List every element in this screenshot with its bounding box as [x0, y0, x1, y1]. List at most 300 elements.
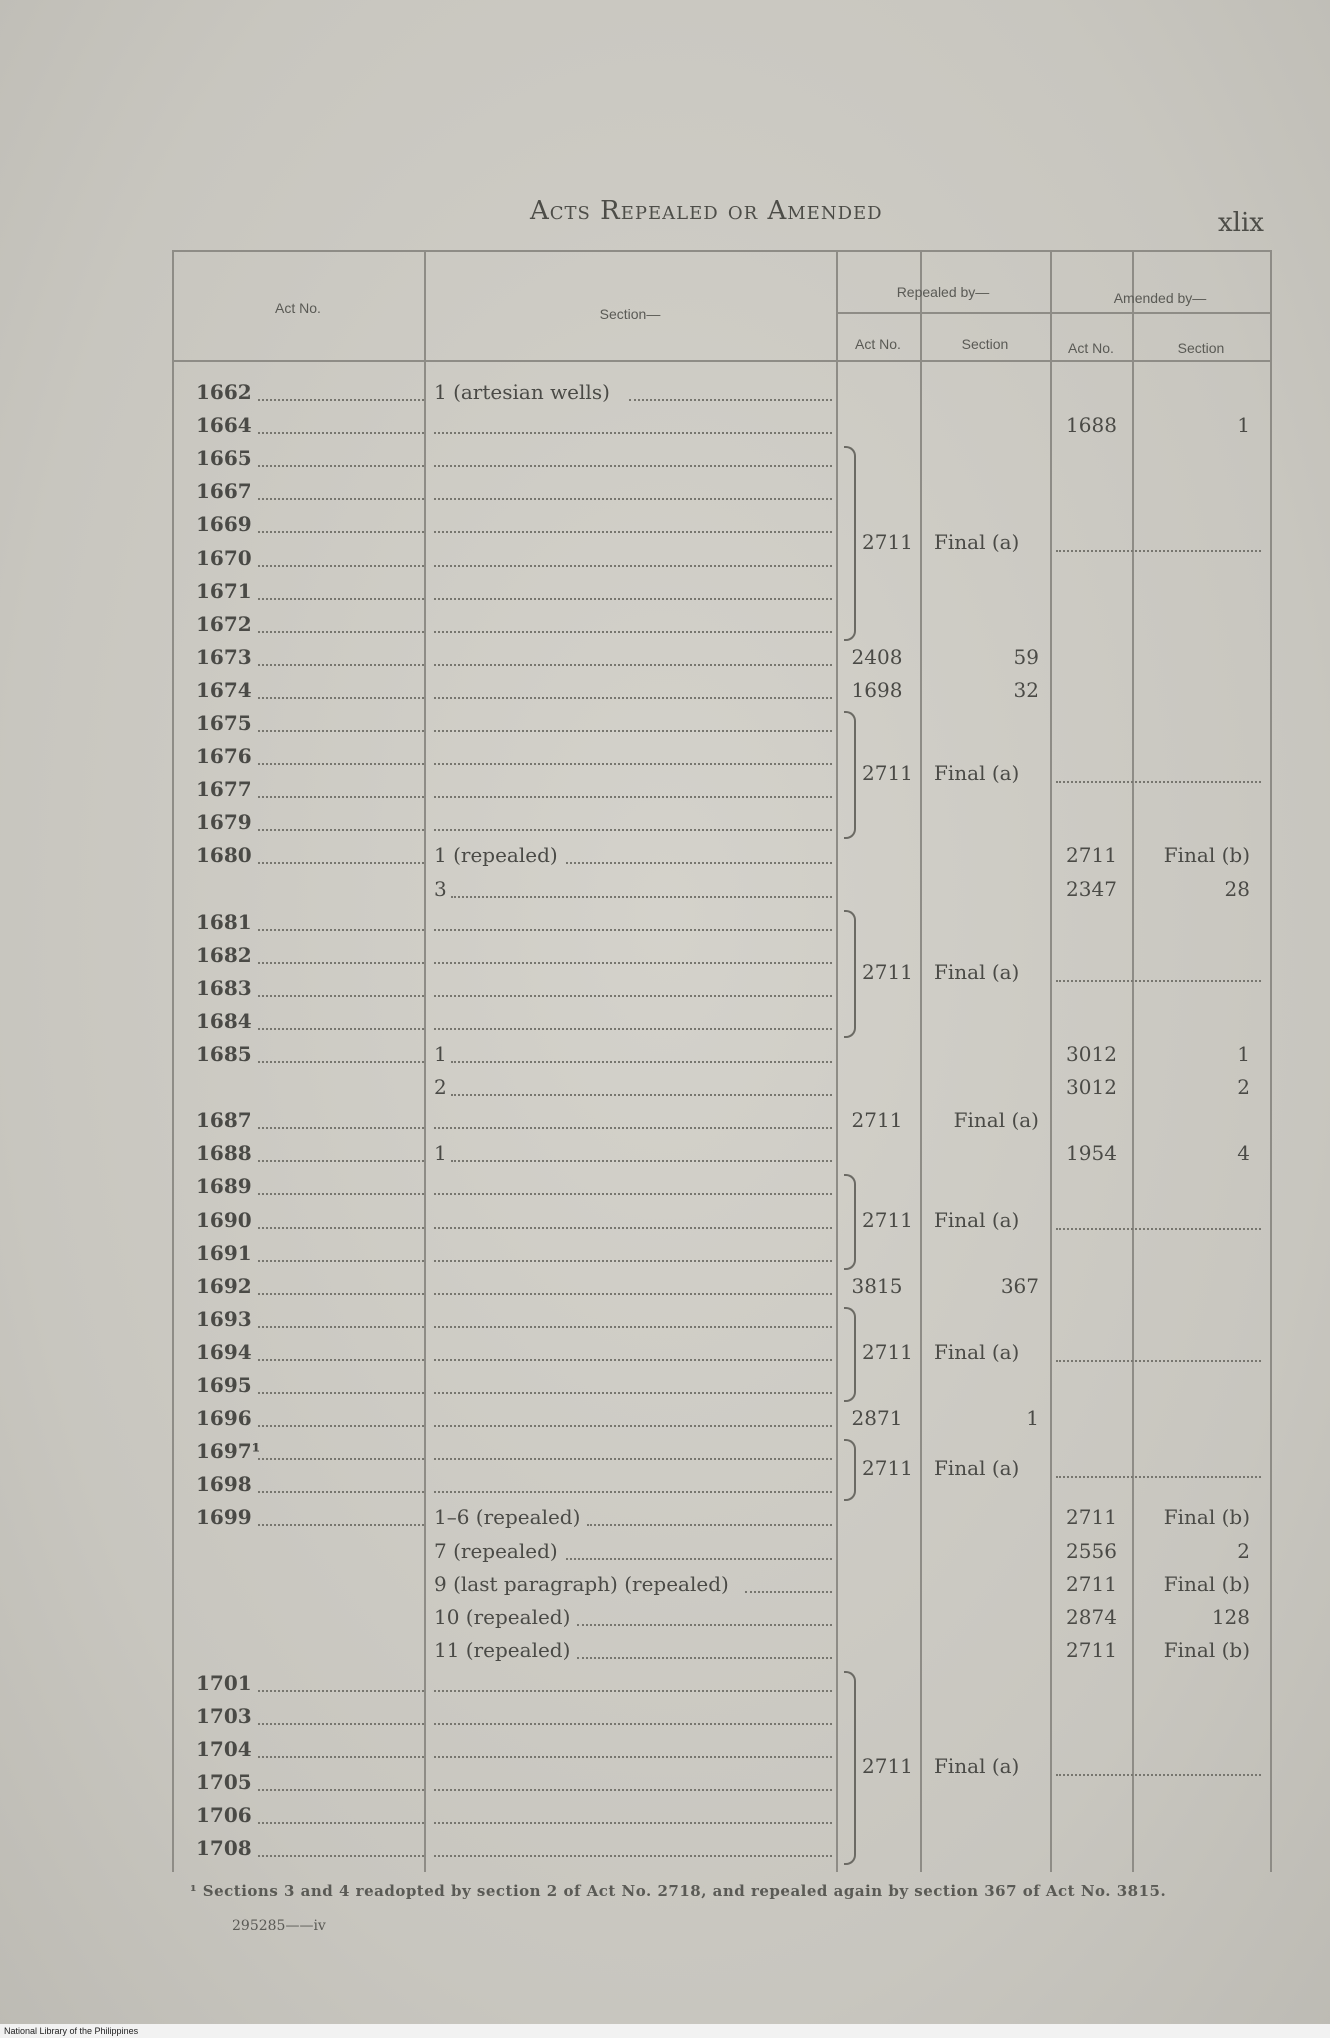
amended-act-no-text: 1688 — [1066, 413, 1117, 438]
dot-leader — [258, 465, 424, 467]
amended-act-no — [1054, 1038, 1129, 1071]
dot-leader — [434, 763, 832, 765]
amended-section-text: Final (b) — [1163, 843, 1250, 868]
section-ref — [434, 1501, 834, 1534]
amended-section — [1136, 1071, 1268, 1104]
section-ref — [434, 409, 834, 442]
section-ref — [434, 1170, 834, 1203]
dot-leader — [434, 1193, 832, 1195]
amended-act-no-text: 2347 — [1066, 876, 1117, 901]
table-row — [172, 939, 1272, 972]
dot-leader — [258, 1260, 424, 1262]
section-ref-text: 2 — [434, 1075, 447, 1100]
act-number — [196, 1137, 426, 1170]
dot-leader — [451, 1061, 833, 1063]
library-credit: National Library of the Philippines — [0, 2024, 1330, 2038]
section-ref — [434, 707, 834, 740]
act-number-text: 1673 — [196, 644, 252, 669]
amended-act-no-text: 2711 — [1066, 843, 1117, 868]
brace-repealed-section: Final (a) — [934, 1456, 1020, 1481]
act-number — [196, 575, 426, 608]
table-row — [172, 1369, 1272, 1402]
dot-leader — [1056, 980, 1261, 982]
section-ref — [434, 1303, 834, 1336]
act-number-text: 1683 — [196, 975, 252, 1000]
act-number — [196, 674, 426, 707]
act-number — [196, 1700, 426, 1733]
section-ref — [434, 1071, 834, 1104]
section-ref — [434, 1005, 834, 1038]
brace-repealed-act-no: 2711 — [862, 1208, 913, 1233]
table-row — [172, 1634, 1272, 1667]
repealed-section — [924, 641, 1049, 674]
repealed-section-text: 32 — [1013, 677, 1039, 702]
amended-section-text: 1 — [1237, 1042, 1250, 1066]
amended-section — [1136, 1601, 1268, 1634]
col-header-amended-section: Section — [1177, 340, 1225, 356]
dot-leader — [1056, 781, 1261, 783]
table-row — [172, 1104, 1272, 1137]
table-row — [172, 1700, 1272, 1733]
dot-leader — [434, 829, 832, 831]
dot-leader — [434, 631, 832, 633]
section-ref — [434, 1799, 834, 1832]
act-number-text: 1699 — [196, 1505, 252, 1530]
act-number — [196, 508, 426, 541]
section-ref — [434, 575, 834, 608]
section-ref — [434, 508, 834, 541]
section-ref — [434, 1204, 834, 1237]
brace-repealed-act-no: 2711 — [862, 1340, 913, 1365]
table-row — [172, 1832, 1272, 1865]
brace-bracket — [844, 711, 856, 839]
repealed-section-text: 59 — [1013, 644, 1039, 669]
table-row — [172, 873, 1272, 906]
brace-repealed-act-no: 2711 — [862, 761, 913, 786]
act-number-text: 1684 — [196, 1008, 252, 1033]
section-ref — [434, 1667, 834, 1700]
brace-bracket — [844, 1439, 856, 1501]
col-header-act-no: Act No. — [275, 300, 321, 316]
brace-bracket — [844, 1671, 856, 1866]
amended-act-no-text: 2711 — [1066, 1505, 1117, 1530]
dot-leader — [577, 1657, 833, 1659]
act-number-text: 1693 — [196, 1306, 252, 1331]
dot-leader — [258, 1458, 424, 1460]
repealed-section-text: 1 — [1026, 1406, 1039, 1431]
dot-leader — [258, 697, 424, 699]
dot-leader — [258, 631, 424, 633]
act-number — [196, 542, 426, 575]
section-ref-text: 1 — [434, 1141, 447, 1166]
dot-leader — [1056, 550, 1261, 552]
section-ref-text: 10 (repealed) — [434, 1604, 571, 1629]
table-row — [172, 773, 1272, 806]
dot-leader — [451, 1094, 833, 1096]
dot-leader — [434, 1392, 832, 1394]
section-ref — [434, 1733, 834, 1766]
amended-act-no-text: 2874 — [1066, 1604, 1117, 1629]
table-row — [172, 1336, 1272, 1369]
col-header-section: Section— — [599, 306, 661, 322]
dot-leader — [258, 1822, 424, 1824]
section-ref — [434, 873, 834, 906]
act-number — [196, 773, 426, 806]
section-ref — [434, 1336, 834, 1369]
dot-leader — [258, 1392, 424, 1394]
page-number: xlix — [1218, 208, 1264, 238]
act-number — [196, 1204, 426, 1237]
amended-section-text: 28 — [1224, 876, 1250, 901]
act-number — [196, 1468, 426, 1501]
act-number-text: 1665 — [196, 446, 252, 471]
table-row — [172, 1468, 1272, 1501]
amended-section-text: Final (b) — [1163, 1505, 1250, 1530]
amended-section-text: 1 — [1237, 413, 1250, 438]
section-ref-text: 1 — [434, 1042, 447, 1066]
table-row — [172, 707, 1272, 740]
act-number-text: 1682 — [196, 942, 252, 967]
dot-leader — [434, 598, 832, 600]
act-number-text: 1664 — [196, 413, 252, 438]
act-number — [196, 839, 426, 872]
dot-leader — [434, 962, 832, 964]
repealed-section — [924, 1104, 1049, 1137]
act-number — [196, 1303, 426, 1336]
repealed-act-no-text: 2408 — [851, 644, 903, 669]
table-row — [172, 1237, 1272, 1270]
table-row — [172, 1005, 1272, 1038]
amended-section-text: 128 — [1211, 1604, 1250, 1629]
amended-section-text: Final (b) — [1163, 1637, 1250, 1662]
table-row — [172, 839, 1272, 872]
dot-leader — [258, 1359, 424, 1361]
act-number-text: 1704 — [196, 1737, 252, 1762]
table-row — [172, 1799, 1272, 1832]
acts-table — [172, 250, 1272, 1872]
table-row — [172, 575, 1272, 608]
amended-act-no — [1054, 1601, 1129, 1634]
act-number — [196, 1170, 426, 1203]
dot-leader — [434, 1789, 832, 1791]
brace-bracket — [844, 1307, 856, 1402]
repealed-act-no-text: 2711 — [851, 1108, 903, 1133]
dot-leader — [434, 1359, 832, 1361]
act-number-text: 1669 — [196, 512, 252, 537]
dot-leader — [258, 1690, 424, 1692]
repealed-section — [924, 1270, 1049, 1303]
amended-act-no-text: 2711 — [1066, 1571, 1117, 1596]
dot-leader — [258, 1160, 424, 1162]
act-number — [196, 608, 426, 641]
act-number-text: 1706 — [196, 1803, 252, 1828]
amended-section — [1136, 839, 1268, 872]
col-header-amended-by: Amended by— — [1113, 290, 1207, 306]
amended-act-no — [1054, 1501, 1129, 1534]
amended-act-no — [1054, 409, 1129, 442]
section-ref — [434, 1634, 834, 1667]
amended-section — [1136, 1535, 1268, 1568]
act-number-text: 1680 — [196, 843, 252, 868]
dot-leader — [258, 664, 424, 666]
dot-leader — [258, 1524, 424, 1526]
dot-leader — [434, 531, 832, 533]
table-row — [172, 1601, 1272, 1634]
section-ref — [434, 1270, 834, 1303]
table-row — [172, 409, 1272, 442]
dot-leader — [258, 1789, 424, 1791]
act-number — [196, 641, 426, 674]
repealed-act-no-text: 3815 — [851, 1273, 903, 1298]
amended-act-no-text: 2711 — [1066, 1637, 1117, 1662]
repealed-act-no — [837, 1270, 917, 1303]
dot-leader — [577, 1624, 833, 1626]
section-ref — [434, 1601, 834, 1634]
table-row — [172, 806, 1272, 839]
dot-leader — [434, 1491, 832, 1493]
brace-repealed-act-no: 2711 — [862, 1456, 913, 1481]
dot-leader — [258, 995, 424, 997]
table-row — [172, 608, 1272, 641]
table-row — [172, 1435, 1272, 1468]
section-ref-text: 3 — [434, 876, 447, 901]
section-ref — [434, 542, 834, 575]
section-ref — [434, 376, 834, 409]
dot-leader — [434, 1227, 832, 1229]
dot-leader — [1056, 1360, 1261, 1362]
dot-leader — [434, 1690, 832, 1692]
act-number — [196, 1270, 426, 1303]
dot-leader — [1056, 1476, 1261, 1478]
repealed-act-no — [837, 1104, 917, 1137]
section-ref — [434, 740, 834, 773]
repealed-section — [924, 674, 1049, 707]
dot-leader — [258, 929, 424, 931]
footnote: ¹ Sections 3 and 4 readopted by section 2 of Act No. 2718, and repealed again by section 367 of Act No. 3815. — [190, 1882, 1167, 1900]
amended-section — [1136, 1634, 1268, 1667]
act-number — [196, 1038, 426, 1071]
amended-act-no — [1054, 1137, 1129, 1170]
dot-leader — [451, 1160, 833, 1162]
act-number — [196, 1733, 426, 1766]
dot-leader — [434, 1458, 832, 1460]
amended-act-no — [1054, 1071, 1129, 1104]
table-row — [172, 475, 1272, 508]
section-ref — [434, 939, 834, 972]
act-number — [196, 1104, 426, 1137]
act-number-text: 1703 — [196, 1704, 252, 1728]
repealed-act-no — [837, 674, 917, 707]
dot-leader — [434, 796, 832, 798]
act-number — [196, 1501, 426, 1534]
amended-section — [1136, 873, 1268, 906]
dot-leader — [258, 862, 424, 864]
table-row — [172, 674, 1272, 707]
dot-leader — [566, 862, 832, 864]
brace-bracket — [844, 1174, 856, 1269]
dot-leader — [745, 1591, 833, 1593]
dot-leader — [434, 1822, 832, 1824]
section-ref — [434, 1038, 834, 1071]
act-number-text: 1675 — [196, 711, 252, 735]
section-ref — [434, 1535, 834, 1568]
section-ref — [434, 641, 834, 674]
amended-section — [1136, 1038, 1268, 1071]
table-row — [172, 641, 1272, 674]
amended-section-text: 2 — [1237, 1075, 1250, 1100]
dot-leader — [258, 1723, 424, 1725]
act-number-text: 1696 — [196, 1406, 252, 1431]
section-ref — [434, 1104, 834, 1137]
act-number-text: 1672 — [196, 611, 252, 636]
dot-leader — [434, 995, 832, 997]
act-number — [196, 1369, 426, 1402]
act-number-text: 1691 — [196, 1240, 252, 1265]
brace-repealed-section: Final (a) — [934, 1340, 1020, 1365]
section-ref-text: 1 (artesian wells) — [434, 380, 610, 404]
table-rule — [172, 360, 1272, 362]
act-number-text: 1671 — [196, 578, 252, 603]
section-ref — [434, 442, 834, 475]
repealed-act-no — [837, 641, 917, 674]
section-ref — [434, 773, 834, 806]
section-ref — [434, 1435, 834, 1468]
section-ref — [434, 972, 834, 1005]
col-header-repealed-by: Repealed by— — [896, 284, 990, 300]
section-ref — [434, 475, 834, 508]
col-header-amended-act-no: Act No. — [1068, 340, 1114, 356]
dot-leader — [434, 565, 832, 567]
dot-leader — [258, 399, 424, 401]
act-number-text: 1670 — [196, 545, 252, 570]
dot-leader — [258, 432, 424, 434]
dot-leader — [258, 1855, 424, 1857]
section-ref-text: 1 (repealed) — [434, 843, 558, 868]
dot-leader — [258, 498, 424, 500]
act-number-text: 1687 — [196, 1108, 252, 1133]
act-number — [196, 972, 426, 1005]
amended-act-no — [1054, 1634, 1129, 1667]
act-number-text: 1674 — [196, 677, 252, 702]
dot-leader — [258, 730, 424, 732]
brace-repealed-section: Final (a) — [934, 529, 1020, 554]
dot-leader — [258, 531, 424, 533]
act-number — [196, 1435, 426, 1468]
dot-leader — [258, 1756, 424, 1758]
act-number — [196, 376, 426, 409]
table-row — [172, 1303, 1272, 1336]
section-ref — [434, 839, 834, 872]
act-number — [196, 475, 426, 508]
dot-leader — [434, 432, 832, 434]
amended-act-no — [1054, 839, 1129, 872]
dot-leader — [434, 1855, 832, 1857]
table-row — [172, 1137, 1272, 1170]
dot-leader — [434, 1723, 832, 1725]
table-row — [172, 1568, 1272, 1601]
amended-act-no — [1054, 1535, 1129, 1568]
dot-leader — [258, 1127, 424, 1129]
col-header-repealed-act-no: Act No. — [855, 336, 901, 352]
brace-repealed-act-no: 2711 — [862, 529, 913, 554]
act-number — [196, 1766, 426, 1799]
act-number — [196, 1667, 426, 1700]
brace-repealed-section: Final (a) — [934, 1208, 1020, 1233]
table-rule — [836, 312, 1270, 314]
act-number-text: 1662 — [196, 380, 252, 404]
dot-leader — [434, 929, 832, 931]
dot-leader — [258, 962, 424, 964]
dot-leader — [434, 730, 832, 732]
repealed-act-no — [837, 1402, 917, 1435]
amended-act-no-text: 2556 — [1066, 1538, 1117, 1563]
amended-section — [1136, 409, 1268, 442]
dot-leader — [258, 763, 424, 765]
brace-repealed-section: Final (a) — [934, 1754, 1020, 1779]
dot-leader — [434, 664, 832, 666]
table-row — [172, 1535, 1272, 1568]
dot-leader — [629, 399, 832, 401]
dot-leader — [434, 498, 832, 500]
section-ref — [434, 806, 834, 839]
dot-leader — [1056, 1228, 1261, 1230]
act-number — [196, 1005, 426, 1038]
section-ref — [434, 1137, 834, 1170]
act-number-text: 1689 — [196, 1174, 252, 1199]
dot-leader — [258, 1491, 424, 1493]
amended-act-no-text: 3012 — [1066, 1075, 1117, 1100]
dot-leader — [258, 796, 424, 798]
act-number — [196, 1799, 426, 1832]
amended-act-no-text: 1954 — [1066, 1141, 1117, 1166]
section-ref-text: 9 (last paragraph) (repealed) — [434, 1571, 729, 1596]
table-row — [172, 972, 1272, 1005]
section-ref — [434, 674, 834, 707]
brace-repealed-section: Final (a) — [934, 761, 1020, 786]
section-ref — [434, 906, 834, 939]
act-number-text: 1701 — [196, 1670, 252, 1695]
act-number-text: 1667 — [196, 479, 252, 504]
amended-section-text: 4 — [1237, 1141, 1250, 1166]
amended-section — [1136, 1568, 1268, 1601]
section-ref — [434, 1700, 834, 1733]
act-number-text: 1685 — [196, 1042, 252, 1066]
brace-repealed-section: Final (a) — [934, 959, 1020, 984]
act-number — [196, 707, 426, 740]
act-number-text: 1697¹ — [196, 1439, 261, 1464]
section-ref — [434, 1369, 834, 1402]
section-ref — [434, 1568, 834, 1601]
dot-leader — [434, 1425, 832, 1427]
act-number-text: 1681 — [196, 909, 252, 934]
table-row — [172, 1204, 1272, 1237]
dot-leader — [434, 465, 832, 467]
act-number — [196, 409, 426, 442]
act-number — [196, 1832, 426, 1865]
table-row — [172, 1170, 1272, 1203]
act-number — [196, 906, 426, 939]
table-row — [172, 1038, 1272, 1071]
table-row — [172, 376, 1272, 409]
act-number — [196, 1336, 426, 1369]
amended-section — [1136, 1501, 1268, 1534]
col-header-repealed-section: Section — [961, 336, 1009, 352]
section-ref — [434, 1832, 834, 1865]
dot-leader — [434, 697, 832, 699]
table-row — [172, 1402, 1272, 1435]
table-row — [172, 442, 1272, 475]
section-ref — [434, 1237, 834, 1270]
